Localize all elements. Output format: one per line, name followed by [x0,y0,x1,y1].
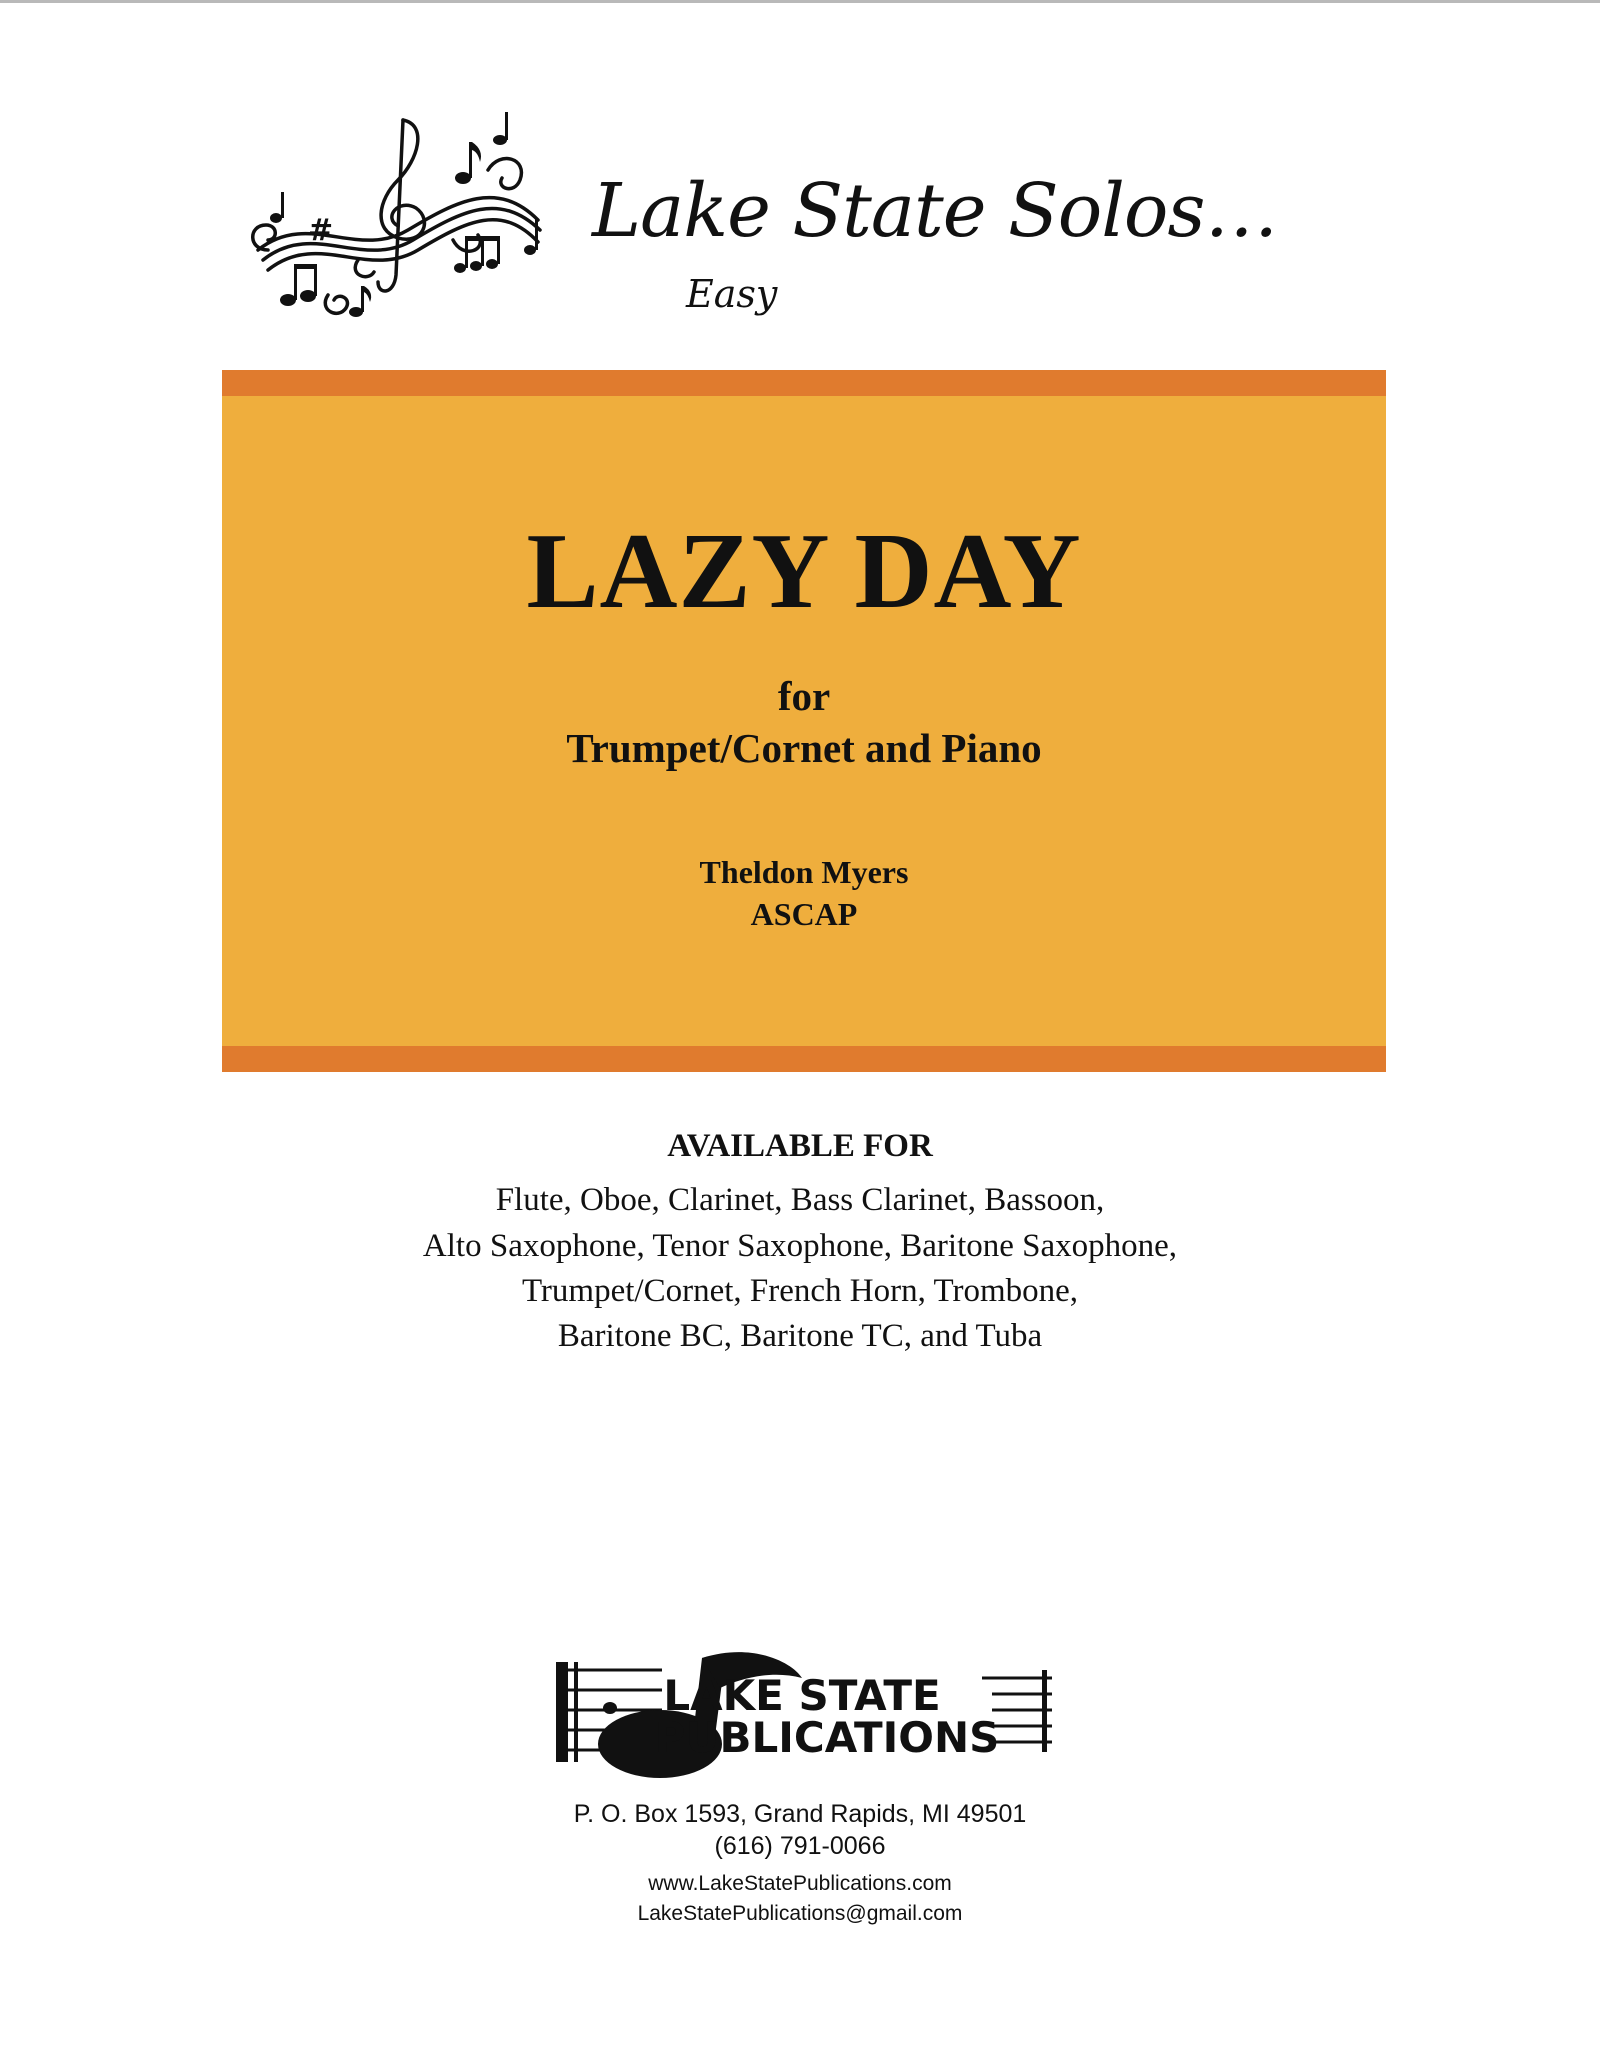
publisher-phone: (616) 791-0066 [714,1832,886,1860]
series-title: Lake State Solos… [592,168,1278,254]
available-line: Trumpet/Cornet, French Horn, Trombone, [521,1273,1079,1309]
top-border-rule [0,0,1600,3]
composer-affiliation: ASCAP [750,896,858,932]
publisher-logo-icon [552,1648,1058,1778]
music-notes-logo-icon [238,100,548,330]
for-label: for [777,673,831,719]
publisher-address: P. O. Box 1593, Grand Rapids, MI 49501 [573,1800,1027,1828]
band-stripe-bottom [222,1046,1386,1072]
svg-text:#: # [308,213,334,248]
composer-name: Theldon Myers [699,854,909,890]
piece-title: LAZY DAY [526,512,1082,631]
available-for-heading: AVAILABLE FOR [667,1128,933,1164]
publisher-logo-line1: LAKE STATE [663,1671,941,1720]
difficulty-level: Easy [686,272,778,316]
available-line: Flute, Oboe, Clarinet, Bass Clarinet, Bassoon, [495,1182,1105,1218]
publisher-email-link[interactable]: LakeStatePublications@gmail.com [637,1902,963,1925]
title-band [222,370,1386,1072]
band-stripe-top [222,370,1386,396]
instrumentation: Trumpet/Cornet and Piano [566,725,1042,771]
available-line: Alto Saxophone, Tenor Saxophone, Baritone Saxophone, [422,1228,1178,1264]
available-line: Baritone BC, Baritone TC, and Tuba [557,1318,1043,1354]
publisher-logo-line2: PUBLICATIONS [654,1713,1000,1762]
publisher-website-link[interactable]: www.LakeStatePublications.com [648,1872,952,1895]
